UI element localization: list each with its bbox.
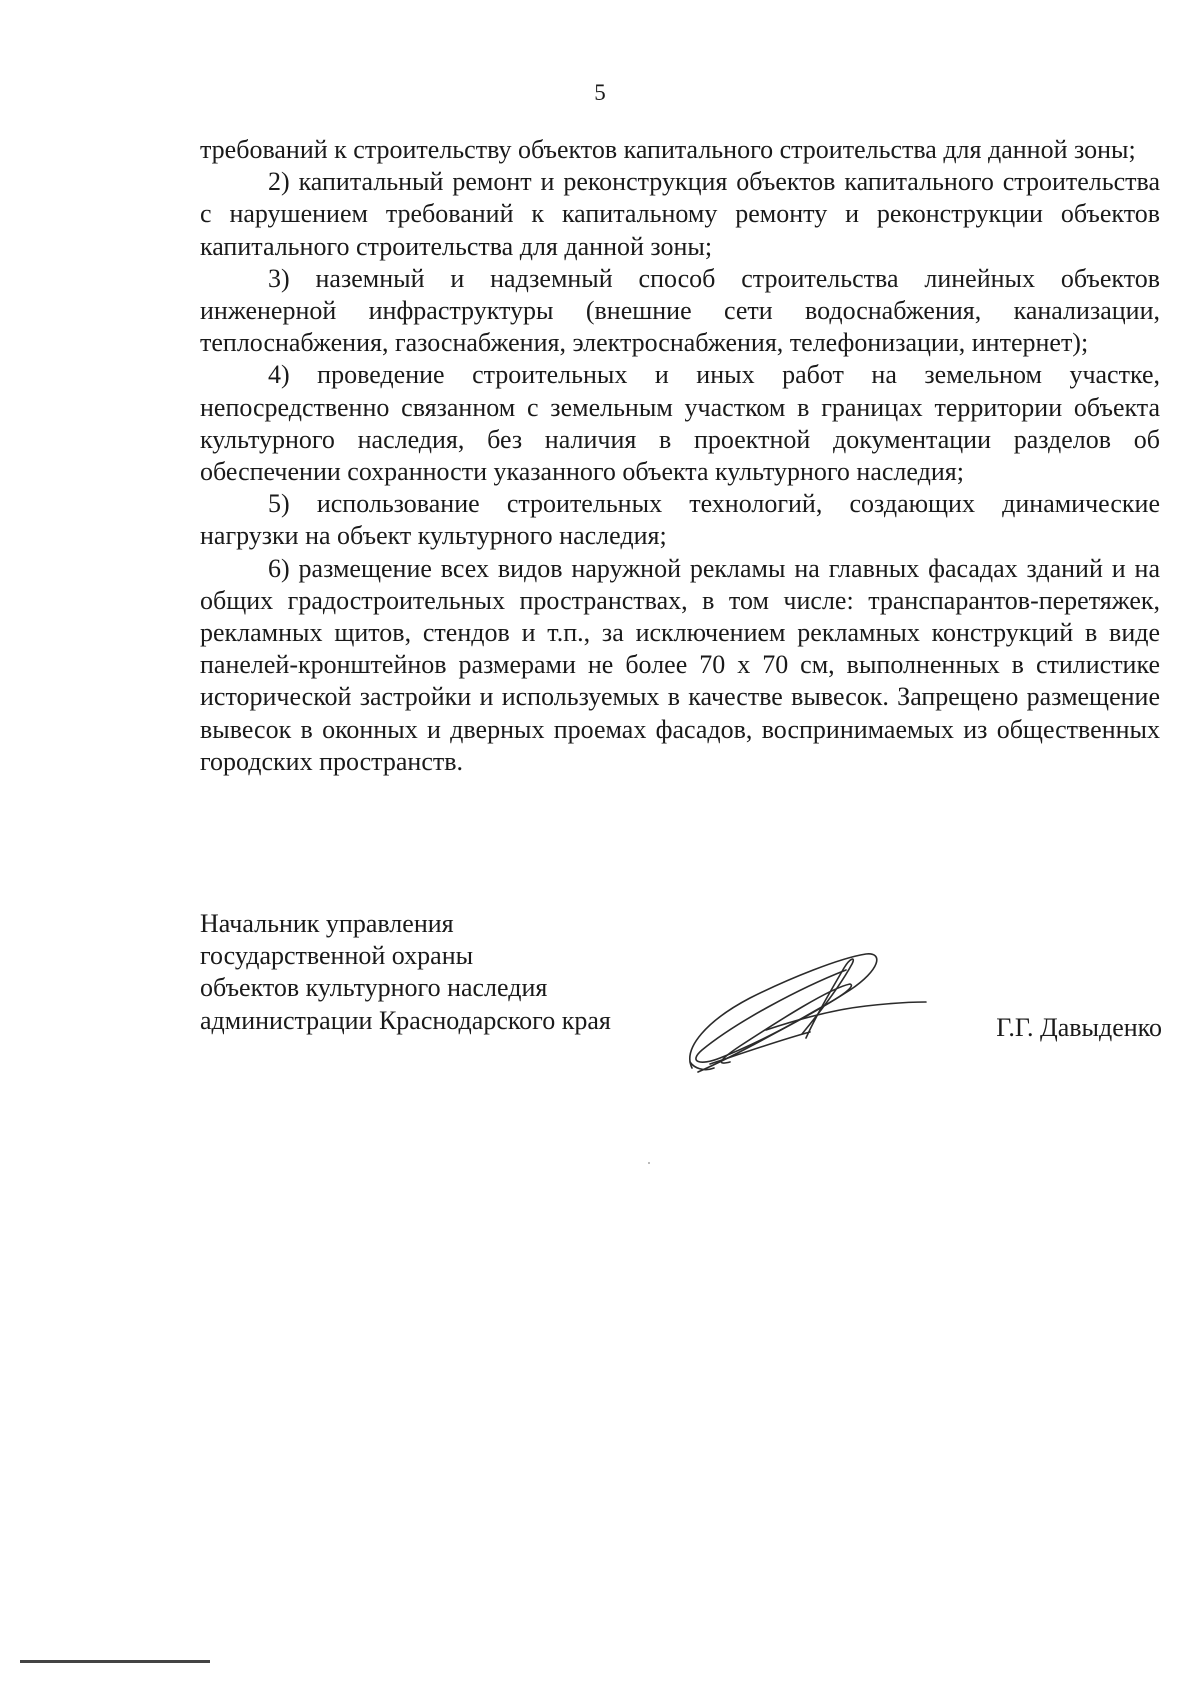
paragraph-continuation: требований к строительству объектов капитального строительства для данной зоны; [200, 135, 1136, 164]
handwritten-signature [670, 940, 930, 1080]
list-item-5: 5) использование строительных технологий, создающих динамические нагрузки на объект культурного наследия; [200, 489, 1160, 551]
list-item-3: 3) наземный и надземный способ строительства линейных объектов инженерной инфраструктуры (внешние сети водоснабжения, канализации, теплоснабжения, газоснабжения, электроснабжения, телефонизации, интернет); [200, 263, 1160, 358]
list-item-2: 2) капитальный ремонт и реконструкция объектов капитального строительства с нарушением требований к капитальному ремонту и реконструкции объектов капитального строительства для данной зоны; [200, 167, 1160, 261]
signature-block [200, 908, 1180, 1068]
signer-name: Г.Г. Давыденко [996, 1013, 1162, 1042]
signer-position-line: Начальник управления [200, 909, 454, 938]
list-item-4: 4) проведение строительных и иных работ на земельном участке, непосредственно связанном с земельным участком в границах территории объекта культурного наследия, без наличия в проектной документации разделов об обеспечении сохранности указанного объекта культурного наследия; [200, 360, 1160, 487]
scan-edge-mark [20, 1660, 210, 1663]
signer-position-line: государственной охраны [200, 941, 474, 971]
page-number: 5 [594, 80, 606, 105]
signer-position-line: объектов культурного наследия [200, 973, 548, 1003]
list-item-6: 6) размещение всех видов наружной рекламы на главных фасадах зданий и на общих градостроительных пространствах, в том числе: транспарантов-перетяжек, рекламных щитов, стендов и т.п., за исключением рекламных конструкций в виде панелей-кронштейнов размерами не более 70 х 70 см, выполненных в стилистике исторической застройки и используемых в качестве вывесок. Запрещено размещение вывесок в оконных и дверных проемах фасадов, воспринимаемых из общественных городских пространств. [200, 553, 1160, 776]
document-body [200, 134, 1160, 778]
signer-position [200, 908, 611, 1037]
signer-position-line: администрации Краснодарского края [200, 1005, 611, 1035]
scan-artifact-dot [648, 1162, 650, 1164]
